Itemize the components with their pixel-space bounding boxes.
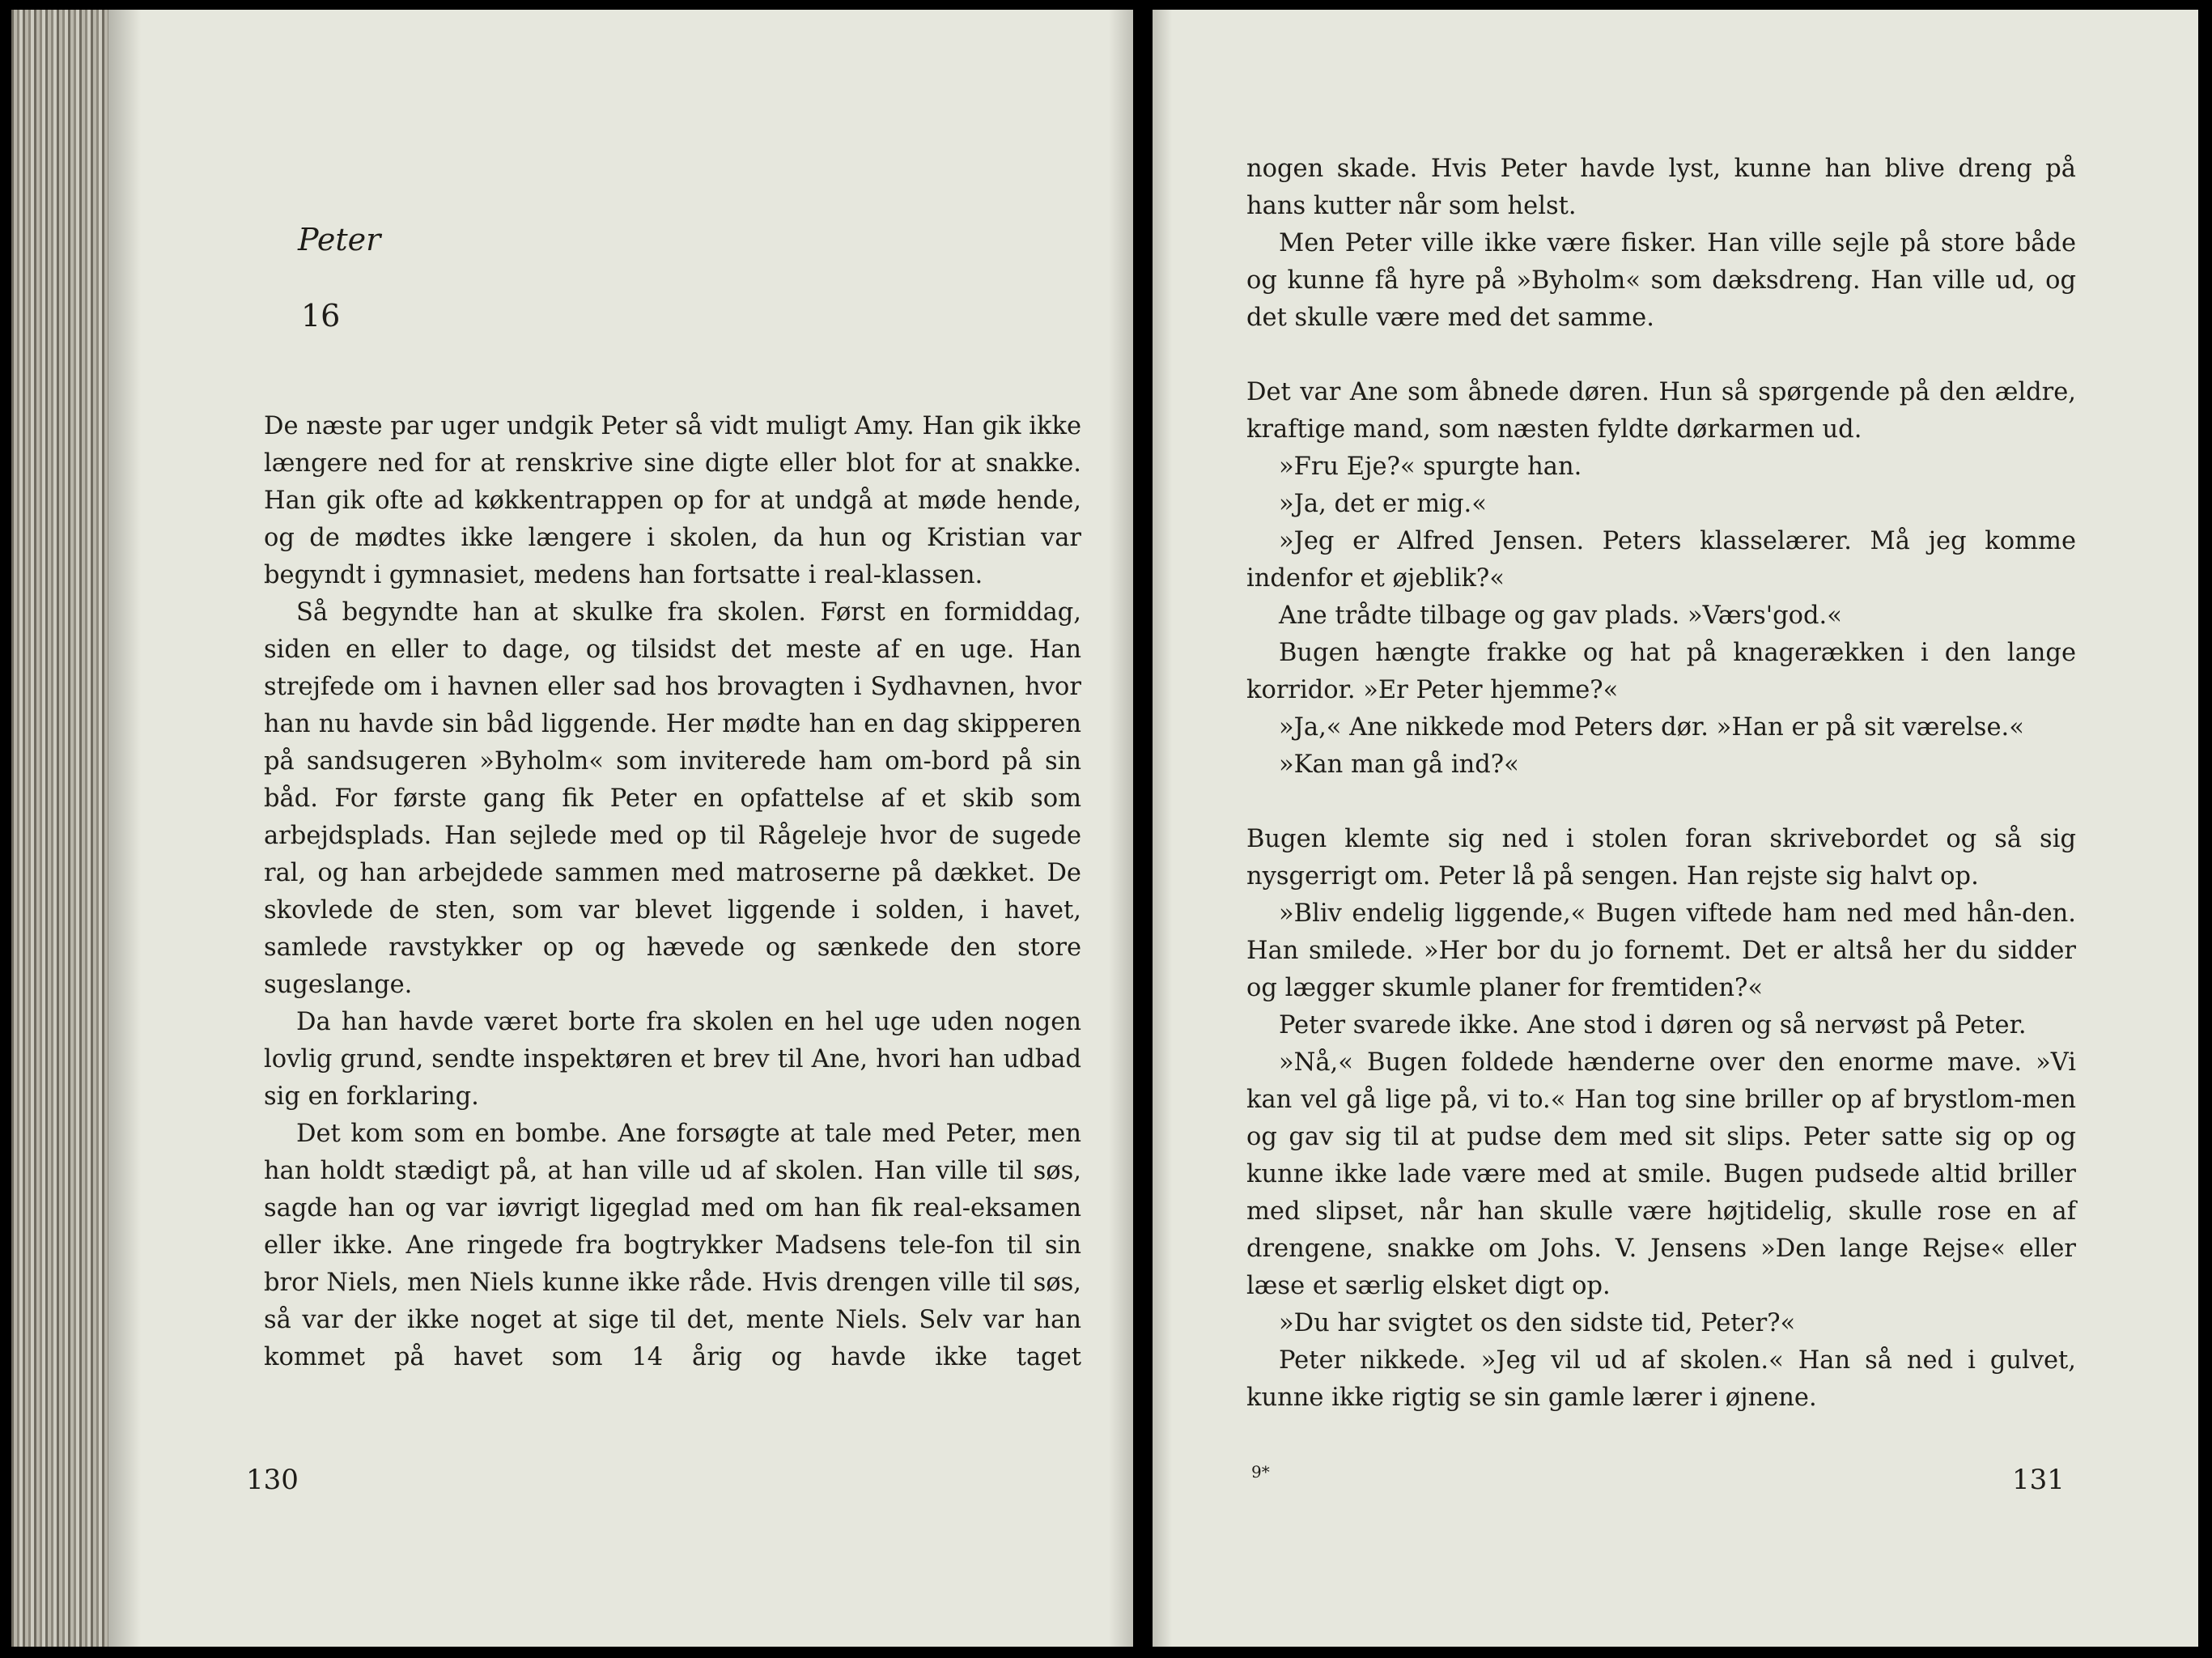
paragraph: Det var Ane som åbnede døren. Hun så spørgende på den ældre, kraftige mand, som næsten fyldte dørkarmen ud. — [1246, 378, 2076, 444]
book-edge — [11, 10, 108, 1647]
paragraph: De næste par uger undgik Peter så vidt muligt Amy. Han gik ikke længere ned for at renskrive sine digte eller blot for at snakke. Han gik ofte ad køkkentrappen op for at undgå at møde hende, og de mødtes ikke længere i skolen, da hun og Kristian var begyndt i gymnasiet, medens han fortsatte i real-klassen. — [264, 412, 1081, 589]
paragraph: »Fru Eje?« spurgte han. — [1279, 453, 1582, 481]
paragraph: Peter nikkede. »Jeg vil ud af skolen.« Han så ned i gulvet, kunne ikke rigtig se sin gamle lærer i øjnene. — [1246, 1346, 2076, 1412]
page-number: 131 — [2012, 1464, 2065, 1496]
paragraph: Bugen hængte frakke og hat på knagerækken i den lange korridor. »Er Peter hjemme?« — [1246, 639, 2076, 704]
paragraph: Da han havde været borte fra skolen en hel uge uden nogen lovlig grund, sendte inspektøren et brev til Ane, hvori han udbad sig en forklaring. — [264, 1008, 1081, 1111]
paragraph: Peter svarede ikke. Ane stod i døren og så nervøst på Peter. — [1279, 1011, 2027, 1039]
paragraph: Ane trådte tilbage og gav plads. »Værs'god.« — [1279, 602, 1842, 630]
section-break — [1246, 784, 2076, 821]
section-break — [1246, 337, 2076, 374]
page-number: 130 — [246, 1464, 299, 1496]
paragraph: »Bliv endelig liggende,« Bugen viftede ham ned med hån-den. Han smilede. »Her bor du jo fornemt. Det er altså her du sidder og lægger skumle planer for fremtiden?« — [1246, 899, 2076, 1002]
chapter-title: Peter — [298, 222, 381, 257]
paragraph: »Ja, det er mig.« — [1279, 490, 1487, 518]
paragraph: Men Peter ville ikke være fisker. Han ville sejle på store både og kunne få hyre på »Byholm« som dæksdreng. Han ville ud, og det skulle være med det samme. — [1246, 229, 2076, 332]
paragraph: »Ja,« Ane nikkede mod Peters dør. »Han er på sit værelse.« — [1279, 713, 2024, 742]
paragraph: Bugen klemte sig ned i stolen foran skrivebordet og så sig nysgerrigt om. Peter lå på sengen. Han rejste sig halvt op. — [1246, 825, 2076, 891]
paragraph: »Kan man gå ind?« — [1279, 750, 1519, 779]
gutter-shadow — [1109, 10, 1133, 1647]
paragraph: nogen skade. Hvis Peter havde lyst, kunne han blive dreng på hans kutter når som helst. — [1246, 155, 2076, 220]
signature-mark: 9* — [1251, 1462, 1270, 1482]
right-page — [1153, 10, 2198, 1647]
paragraph: Det kom som en bombe. Ane forsøgte at tale med Peter, men han holdt stædigt på, at han ville ud af skolen. Han ville til søs, sagde han og var iøvrigt ligeglad med om han fik real-eksamen eller ikke. Ane ringede fra bogtrykker Madsens tele-fon til sin bror Niels, men Niels kunne ikke råde. Hvis drengen ville til søs, så var der ikke noget at sige til det, mente Niels. Selv var han kommet på havet som 14 årig og havde ikke taget — [264, 1120, 1081, 1371]
left-page — [11, 10, 1133, 1647]
paragraph: »Jeg er Alfred Jensen. Peters klasselærer. Må jeg komme indenfor et øjeblik?« — [1246, 527, 2076, 593]
right-page-text — [1246, 151, 2076, 1417]
left-page-text — [264, 408, 1081, 1376]
paragraph: »Nå,« Bugen foldede hænderne over den enorme mave. »Vi kan vel gå lige på, vi to.« Han tog sine briller op af brystlom-men og gav sig til at pudse dem med sit slips. Peter satte sig op og kunne ikke lade være med at smile. Bugen pudsede altid briller med slipset, når han skulle være højtidelig, skulle rose en af drengene, snakke om Johs. V. Jensens »Den lange Rejse« eller læse et særlig elsket digt op. — [1246, 1048, 2076, 1300]
paragraph: »Du har svigtet os den sidste tid, Peter?« — [1279, 1309, 1796, 1337]
edge-shadow — [108, 10, 141, 1647]
chapter-number: 16 — [301, 298, 341, 334]
gutter-shadow — [1153, 10, 1172, 1647]
paragraph: Så begyndte han at skulke fra skolen. Først en formiddag, siden en eller to dage, og tilsidst det meste af en uge. Han strejfede om i havnen eller sad hos brovagten i Sydhavnen, hvor han nu havde sin båd liggende. Her mødte han en dag skipperen på sandsugeren »Byholm« som inviterede ham om-bord på sin båd. For første gang fik Peter en opfattelse af et skib som arbejdsplads. Han sejlede med op til Rågeleje hvor de sugede ral, og han arbejdede sammen med matroserne på dækket. De skovlede de sten, som var blevet liggende i solden, i havet, samlede ravstykker op og hævede og sænkede den store sugeslange. — [264, 598, 1081, 999]
